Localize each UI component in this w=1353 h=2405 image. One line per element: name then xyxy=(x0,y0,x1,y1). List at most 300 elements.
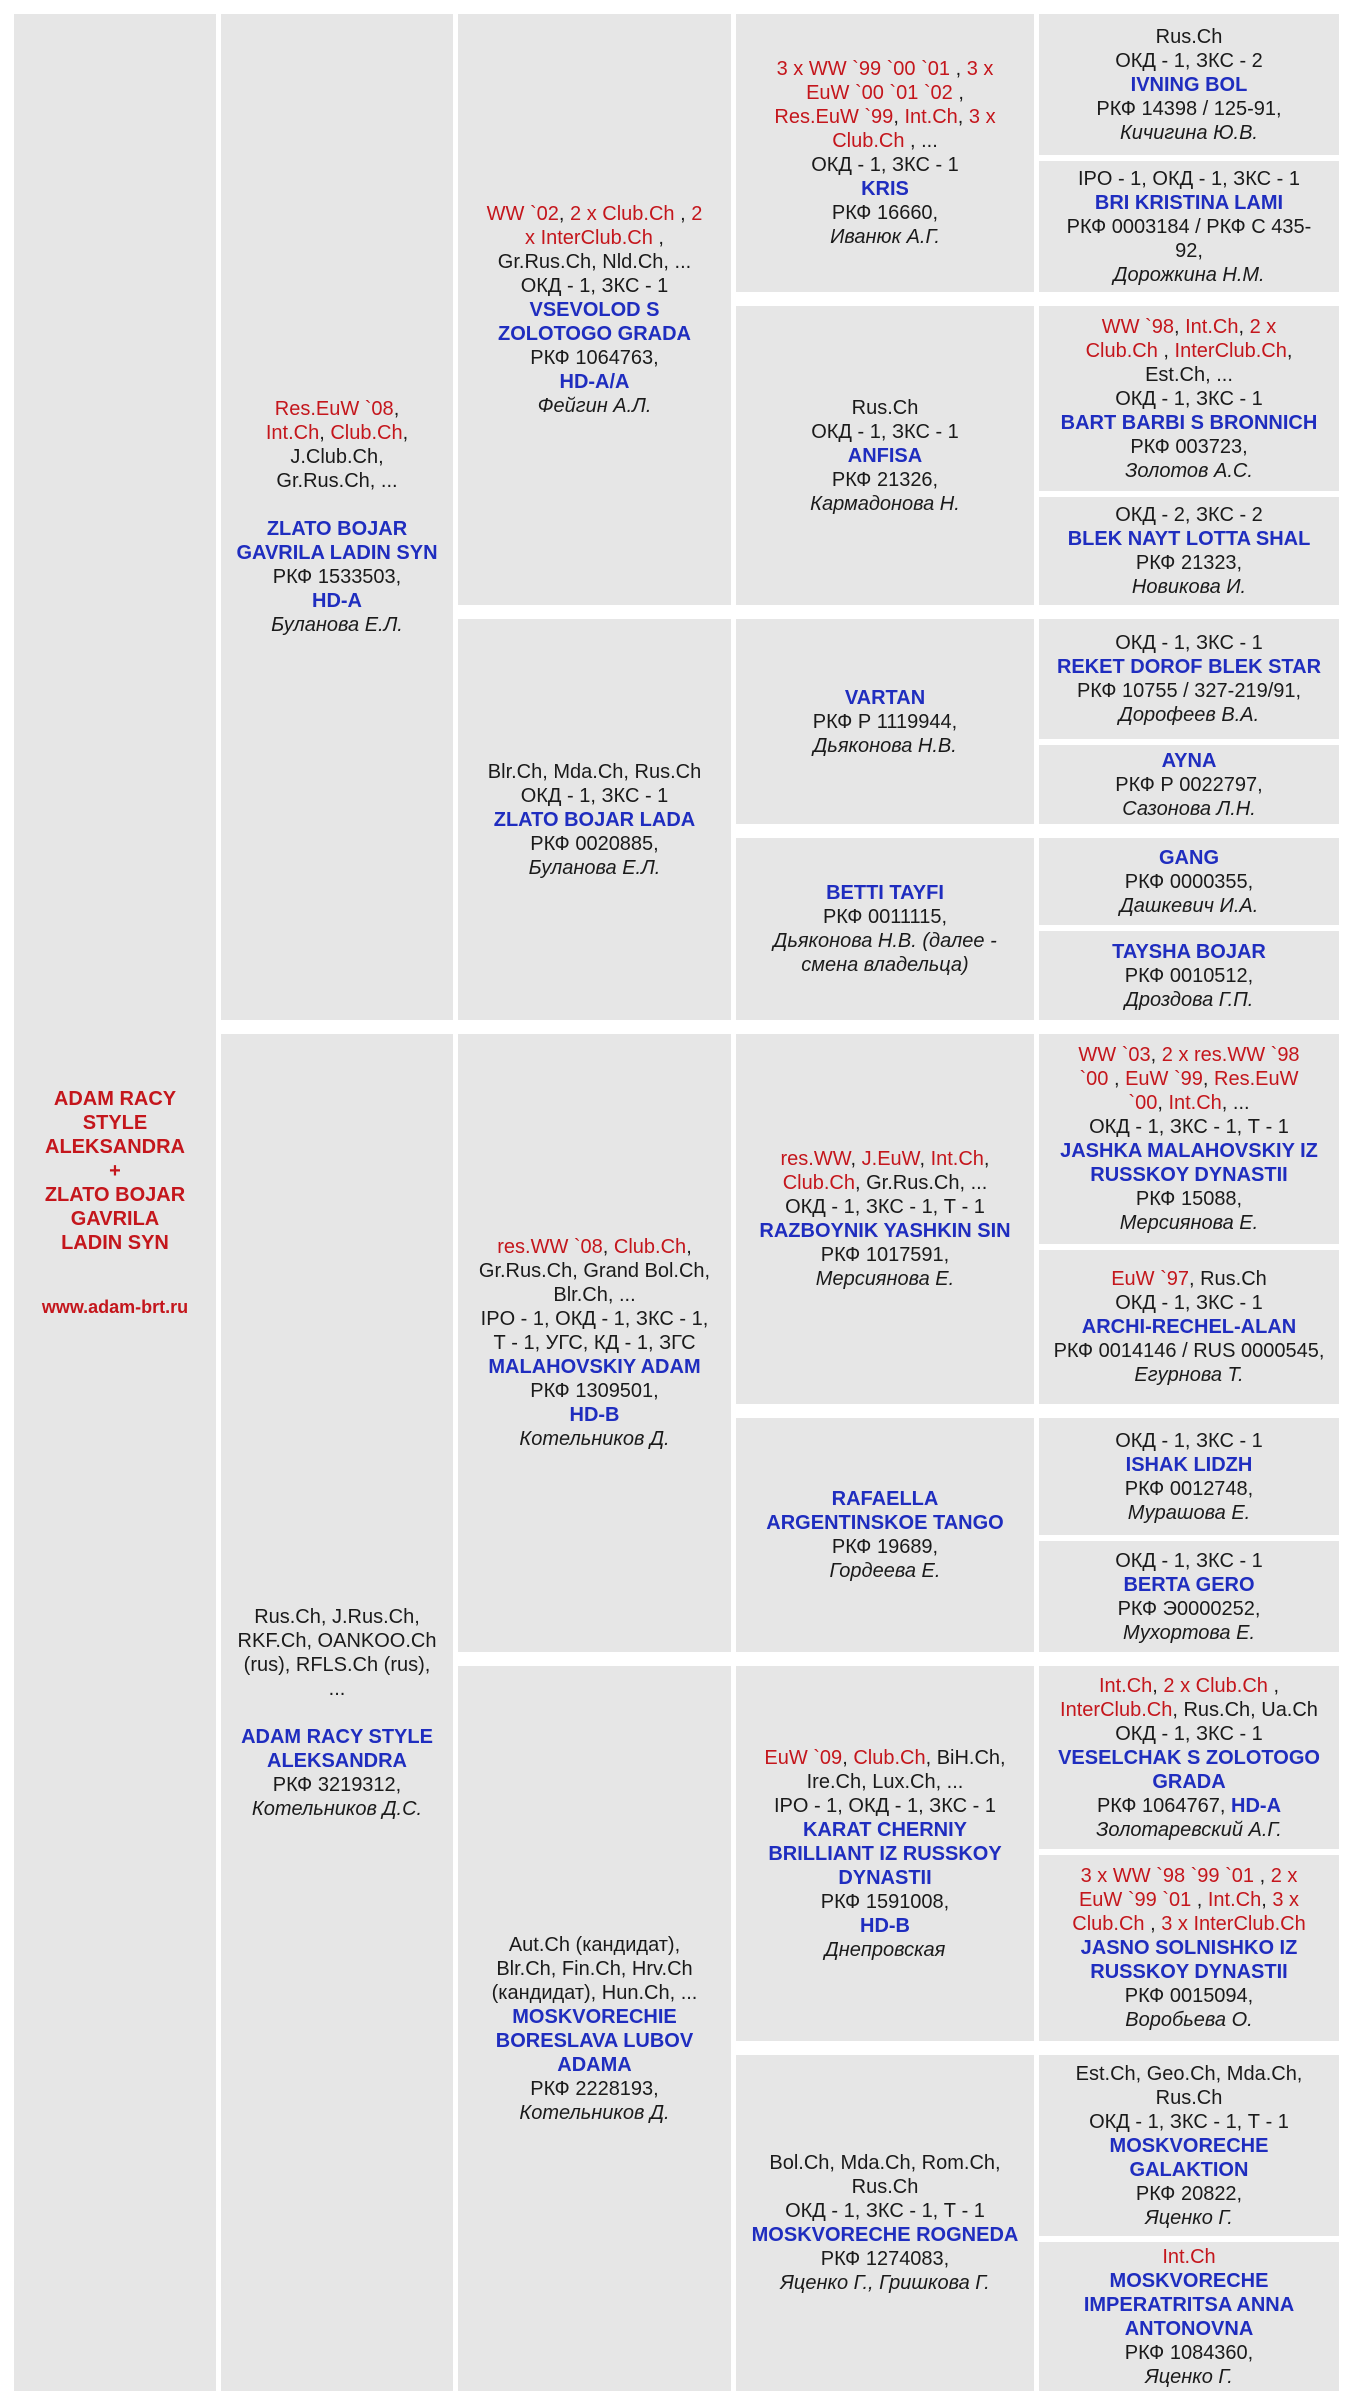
title-award: 3 x xyxy=(1272,1889,1300,1911)
title-award: Res.EuW `08 xyxy=(274,398,394,420)
title-award: Club.Ch xyxy=(1085,339,1158,362)
title-award: Int.Ch xyxy=(1098,1674,1153,1697)
title-award: 2 x res.WW `98 xyxy=(1161,1044,1300,1066)
title-award: x InterClub.Ch xyxy=(525,226,653,249)
title-line xyxy=(329,1677,346,1701)
title-award: Int.Ch xyxy=(1185,315,1239,338)
pedigree-cell-ddd xyxy=(736,2055,1034,2391)
dog-registration: РКФ 0012748, xyxy=(1124,1477,1254,1500)
title-award: Club.Ch xyxy=(782,1172,855,1194)
title-line xyxy=(276,469,397,493)
dog-registration: РКФ 3219312, xyxy=(272,1773,402,1796)
title-text: , xyxy=(319,422,331,444)
title-award: 2 x Club.Ch xyxy=(570,202,675,225)
title-line xyxy=(492,1981,698,2005)
title-award: EuW `09 xyxy=(764,1746,843,1769)
pedigree-cell-sd xyxy=(458,619,731,1020)
title-text: , xyxy=(919,1148,931,1170)
dog-owner: Дроздова Г.П. xyxy=(1124,988,1254,1011)
dog-exams: ОКД - 1, ЗКС - 1, Т - 1 xyxy=(1089,2110,1289,2133)
title-line xyxy=(1156,2086,1223,2110)
title-text: , xyxy=(1202,1068,1215,1090)
pedigree-cell-ddss xyxy=(1039,1666,1339,1849)
title-award: 3 x WW `98 `99 `01 xyxy=(1080,1865,1255,1887)
title-text: , xyxy=(686,1236,692,1258)
title-text: , ... xyxy=(904,130,938,152)
dog-hd-grade: HD-B xyxy=(860,1914,910,1937)
dog-name: REKET DOROF BLEK STAR xyxy=(1056,656,1322,678)
title-text: , xyxy=(652,226,664,249)
dog-exams: ОКД - 1, ЗКС - 1 xyxy=(811,154,959,176)
title-award: Club.Ch xyxy=(613,1236,687,1258)
pedigree-cell-ssd xyxy=(736,306,1034,605)
title-award: InterClub.Ch xyxy=(1174,339,1287,362)
dog-name: MOSKVORECHE GALAKTION xyxy=(1109,2134,1269,2181)
dog-registration: РКФ 1084360, xyxy=(1124,2341,1254,2364)
title-text: , xyxy=(1173,315,1186,338)
title-line xyxy=(509,1933,680,1957)
pedigree-cell-sss xyxy=(736,14,1034,292)
title-award: Int.Ch xyxy=(1207,1889,1262,1911)
title-award: WW `03 xyxy=(1078,1044,1151,1066)
dog-name: ANFISA xyxy=(847,444,923,467)
title-award: Res.EuW xyxy=(1214,1068,1299,1090)
dog-name: AYNA xyxy=(1161,749,1217,772)
title-text: , xyxy=(1254,1865,1271,1887)
title-line xyxy=(781,1147,990,1171)
title-line xyxy=(764,1746,1005,1770)
title-award: Int.Ch xyxy=(265,422,320,444)
pedigree-root-cell xyxy=(14,14,216,2391)
dog-owner: Буланова Е.Л. xyxy=(528,856,661,879)
title-text: , xyxy=(402,422,409,444)
dog-owner: Котельников Д. xyxy=(519,2101,670,2124)
title-line xyxy=(807,1770,964,1794)
pedigree-cell-dsdd xyxy=(1039,1541,1339,1652)
title-text: Gr.Rus.Ch, ... xyxy=(276,470,398,492)
dog-hd-grade: HD-B xyxy=(569,1404,620,1426)
dog-exams: ОКД - 1, ЗКС - 1 xyxy=(811,420,959,443)
root-title-line: STYLE xyxy=(82,1111,148,1134)
pedigree-cell-ssdd xyxy=(1039,497,1339,605)
dog-owner: Яценко Г. xyxy=(1145,2365,1233,2388)
dog-registration: РКФ 21323, xyxy=(1135,552,1243,574)
dog-registration: РКФ 0000355, xyxy=(1124,870,1254,893)
title-text: , xyxy=(842,1746,854,1769)
title-award: Club.Ch xyxy=(832,130,905,152)
dog-name: VSEVOLOD S ZOLOTOGO GRADA xyxy=(498,298,691,345)
title-line xyxy=(496,1957,692,1981)
dog-registration: РКФ 20822, xyxy=(1135,2182,1243,2205)
title-line xyxy=(1111,1267,1267,1291)
root-title-line: GAVRILA xyxy=(70,1207,160,1230)
dog-name: KRIS xyxy=(861,178,909,200)
title-award: Int.Ch xyxy=(1168,1092,1222,1114)
title-award: Res.EuW `99 xyxy=(774,106,894,128)
title-text: Ire.Ch, Lux.Ch, ... xyxy=(806,1770,964,1793)
dog-exams: ОКД - 2, ЗКС - 2 xyxy=(1115,504,1263,526)
title-text: Blr.Ch, ... xyxy=(553,1284,636,1306)
dog-registration: РКФ 1591008, xyxy=(820,1890,950,1913)
pedigree-cell-sds xyxy=(736,619,1034,824)
dog-registration: РКФ 0015094, xyxy=(1124,1985,1254,2007)
title-award: EuW `97 xyxy=(1111,1268,1189,1290)
dog-exams: ОКД - 1, ЗКС - 1 xyxy=(1115,387,1263,410)
title-text: , xyxy=(1152,1674,1164,1697)
title-text: , xyxy=(1286,339,1293,362)
title-award: 3 x xyxy=(968,106,996,128)
dog-registration: РКФ 1533503, xyxy=(272,566,402,588)
pedigree-cell-sire xyxy=(221,14,453,1020)
dog-registration: РКФ 0010512, xyxy=(1124,964,1254,987)
title-text: , xyxy=(674,202,692,225)
title-text: , Gr.Rus.Ch, ... xyxy=(855,1172,988,1194)
dog-exams: ОКД - 1, ЗКС - 2 xyxy=(1115,49,1263,72)
title-text: , xyxy=(850,1148,862,1170)
pedigree-cell-sdsd xyxy=(1039,745,1339,824)
dog-registration: РКФ Э0000252, xyxy=(1117,1597,1261,1620)
dog-registration: РКФ 0014146 / RUS 0000545, xyxy=(1053,1340,1325,1362)
pedigree-cell-dsd xyxy=(736,1418,1034,1652)
dog-registration: РКФ 16660, xyxy=(831,202,939,224)
title-text: (rus), RFLS.Ch (rus), xyxy=(243,1653,431,1676)
reg-hd-line xyxy=(1097,1794,1281,1818)
dog-owner: Кармадонова Н. xyxy=(810,492,960,515)
pedigree-cell-sdds xyxy=(1039,838,1339,925)
title-award: 3 x xyxy=(966,58,994,80)
dog-exams: ОКД - 1, ЗКС - 1, Т - 1 xyxy=(785,2200,985,2222)
dog-exams: ОКД - 1, ЗКС - 1 xyxy=(1115,1292,1263,1314)
dog-name: BLEK NAYT LOTTA SHAL xyxy=(1067,528,1311,550)
root-title xyxy=(45,1087,185,1255)
title-text: , xyxy=(1157,1092,1169,1114)
dog-owner: Мерсиянова Е. xyxy=(1119,1212,1259,1234)
title-award: 3 x WW `99 `00 `01 xyxy=(776,58,951,80)
dog-exams: ОКД - 1, ЗКС - 1 xyxy=(520,274,669,297)
title-text: Rus.Ch, J.Rus.Ch, xyxy=(254,1605,420,1628)
title-line xyxy=(488,760,701,784)
dog-registration: РКФ 1017591, xyxy=(820,1244,950,1266)
title-text: Rus.Ch xyxy=(851,396,919,419)
dog-owner: Дьяконова Н.В. xyxy=(813,734,957,757)
pedigree-cell-ssds xyxy=(1039,306,1339,491)
dog-exams: IPO - 1, ОКД - 1, ЗКС - 1, Т - 1, УГС, КД - 1, ЗГС xyxy=(480,1308,709,1354)
dog-exams: IPO - 1, ОКД - 1, ЗКС - 1 xyxy=(1077,167,1301,190)
dog-registration: РКФ 14398 / 125-91, xyxy=(1096,97,1282,120)
title-text: Rus.Ch xyxy=(1155,2086,1223,2109)
title-line xyxy=(479,1259,710,1283)
title-award: 2 xyxy=(691,202,703,225)
pedigree-cell-dd xyxy=(458,1666,731,2391)
title-line xyxy=(275,397,400,421)
dog-owner: Котельников Д.С. xyxy=(251,1797,423,1820)
title-text: , xyxy=(1261,1889,1273,1911)
title-text: , xyxy=(957,106,969,128)
dog-registration: РКФ 1064767, xyxy=(1096,1794,1232,1817)
dog-name: BRI KRISTINA LAMI xyxy=(1094,191,1284,214)
dog-registration: РКФ 1274083, xyxy=(820,2248,950,2270)
dog-registration: РКФ 19689, xyxy=(831,1536,939,1558)
dog-registration: РКФ 1309501, xyxy=(530,1380,659,1402)
dog-owner: Золотов А.С. xyxy=(1125,459,1253,482)
dog-owner: Мухортова Е. xyxy=(1122,1621,1256,1644)
title-text: , Rus.Ch xyxy=(1189,1268,1267,1290)
dog-exams: ОКД - 1, ЗКС - 1 xyxy=(1115,632,1263,654)
pedigree-cell-dsss xyxy=(1039,1034,1339,1244)
dog-name: KARAT CHERNIY BRILLIANT IZ RUSSKOY DYNASTII xyxy=(768,1818,1002,1889)
title-text: , xyxy=(393,398,400,420)
title-line xyxy=(244,1653,431,1677)
title-text: , xyxy=(1108,1068,1126,1090)
title-award: InterClub.Ch xyxy=(1060,1698,1173,1721)
pedigree-cell-ddsd xyxy=(1039,1855,1339,2041)
title-line xyxy=(487,202,703,226)
title-award: Int.Ch xyxy=(1162,2245,1216,2268)
title-award: res.WW xyxy=(780,1148,851,1170)
title-award: 2 x xyxy=(1270,1865,1298,1887)
root-title-line: ADAM RACY xyxy=(53,1087,177,1110)
pedigree-cell-dsds xyxy=(1039,1418,1339,1535)
pedigree-cell-sddd xyxy=(1039,931,1339,1020)
title-text: Rus.Ch xyxy=(1155,25,1223,48)
pedigree-cell-dam xyxy=(221,1034,453,2391)
title-line xyxy=(1080,1067,1299,1091)
title-award: Club.Ch xyxy=(853,1746,926,1769)
title-line xyxy=(498,250,691,274)
title-text: , BiH.Ch, xyxy=(925,1746,1006,1769)
dog-name: JASHKA MALAHOVSKIY IZ RUSSKOY DYNASTII xyxy=(1060,1140,1318,1186)
dog-exams: ОКД - 1, ЗКС - 1 xyxy=(1115,1429,1263,1452)
dog-registration: РКФ Р 0022797, xyxy=(1115,773,1263,796)
title-text: Rus.Ch xyxy=(851,2176,919,2198)
dog-owner: Мурашова Е. xyxy=(1127,1501,1251,1524)
title-award: Int.Ch xyxy=(904,106,958,128)
title-text: ... xyxy=(328,1677,346,1700)
dog-name: RAZBOYNIK YASHKIN SIN xyxy=(759,1220,1011,1242)
dog-registration: РКФ 0003184 / РКФ С 435-92, xyxy=(1066,215,1312,262)
dog-owner: Буланова Е.Л. xyxy=(271,614,403,636)
title-line xyxy=(254,1605,420,1629)
title-line xyxy=(832,129,938,153)
dog-name: MOSKVORECHE IMPERATRITSA ANNA ANTONOVNA xyxy=(1083,2269,1295,2340)
dog-exams: ОКД - 1, ЗКС - 1, Т - 1 xyxy=(1089,1116,1289,1138)
dog-owner: Мерсиянова Е. xyxy=(815,1268,955,1290)
title-award: J.EuW xyxy=(861,1148,920,1170)
title-line xyxy=(1079,1888,1299,1912)
pedigree-cell-dds xyxy=(736,1666,1034,2041)
title-text: RKF.Ch, OANKOO.Ch xyxy=(237,1629,437,1652)
title-text: Blr.Ch, Mda.Ch, Rus.Ch xyxy=(487,760,702,783)
root-title-line: + xyxy=(109,1159,121,1182)
dog-name: IVNING BOL xyxy=(1130,73,1248,96)
title-text: (кандидат), Hun.Ch, ... xyxy=(491,1981,698,2004)
title-award: EuW `99 xyxy=(1125,1068,1203,1090)
dog-registration: РКФ Р 1119944, xyxy=(812,710,958,733)
dog-registration: РКФ 003723, xyxy=(1130,435,1248,458)
title-text: , xyxy=(602,1236,614,1258)
pedigree-cell-ddds xyxy=(1039,2055,1339,2236)
dog-hd-grade: HD-A/A xyxy=(559,370,630,393)
title-award: EuW `99 `01 xyxy=(1078,1889,1192,1911)
root-title-line: LADIN SYN xyxy=(61,1231,169,1254)
title-line xyxy=(1072,1912,1305,1936)
dog-registration: РКФ 2228193, xyxy=(530,2077,659,2100)
pedigree-cell-dss xyxy=(736,1034,1034,1404)
dog-owner: Дьяконова Н.В. (далее - смена владельца) xyxy=(773,930,997,976)
title-text: Est.Ch, Geo.Ch, Mda.Ch, xyxy=(1075,2062,1303,2085)
pedigree-cell-dssd xyxy=(1039,1250,1339,1404)
title-line xyxy=(266,421,408,445)
pedigree-cell-sdss xyxy=(1039,619,1339,739)
title-award: res.WW `08 xyxy=(497,1236,603,1258)
title-text: , xyxy=(1144,1913,1162,1935)
dog-registration: РКФ 0011115, xyxy=(822,906,948,928)
title-text: , xyxy=(950,58,967,80)
dog-name: BETTI TAYFI xyxy=(826,882,944,904)
title-line xyxy=(1081,1864,1298,1888)
dog-registration: РКФ 0020885, xyxy=(530,832,659,855)
dog-owner: Дорожкина Н.М. xyxy=(1113,263,1265,286)
title-line xyxy=(783,1171,988,1195)
dog-owner: Золотаревский А.Г. xyxy=(1096,1818,1282,1841)
title-line xyxy=(1145,363,1233,387)
title-text: Blr.Ch, Fin.Ch, Hrv.Ch xyxy=(496,1957,693,1980)
title-text: Gr.Rus.Ch, Grand Bol.Ch, xyxy=(478,1260,711,1282)
pedigree-cell-sssd xyxy=(1039,161,1339,292)
title-text: , xyxy=(893,106,905,128)
dog-exams: ОКД - 1, ЗКС - 1, Т - 1 xyxy=(785,1196,985,1218)
dog-name: VESELCHAK S ZOLOTOGO GRADA xyxy=(1058,1746,1320,1793)
dog-owner: Фейгин А.Л. xyxy=(537,394,652,417)
title-award: WW `98 xyxy=(1101,315,1174,338)
dog-name: ZLATO BOJAR LADA xyxy=(493,808,696,831)
title-award: EuW `00 `01 `02 xyxy=(806,82,953,104)
website-link[interactable]: www.adam-brt.ru xyxy=(41,1296,189,1317)
root-title-line: ZLATO BOJAR xyxy=(44,1183,186,1206)
dog-name: MALAHOVSKIY ADAM xyxy=(488,1356,701,1378)
title-text: Aut.Ch (кандидат), xyxy=(508,1933,681,1956)
dog-registration: РКФ 21326, xyxy=(831,468,939,491)
title-line xyxy=(525,226,664,250)
title-line xyxy=(1102,315,1277,339)
dog-name: ISHAK LIDZH xyxy=(1125,1453,1253,1476)
dog-exams: ОКД - 1, ЗКС - 1 xyxy=(1115,1549,1263,1572)
title-text: , Rus.Ch, Ua.Ch xyxy=(1172,1698,1318,1721)
pedigree-cell-dddd xyxy=(1039,2242,1339,2391)
dog-name: ARCHI-RECHEL-ALAN xyxy=(1081,1316,1297,1338)
title-text: Gr.Rus.Ch, Nld.Ch, ... xyxy=(497,250,692,273)
title-text: , xyxy=(983,1148,990,1170)
title-line xyxy=(852,396,919,420)
title-award: 2 x xyxy=(1249,315,1277,338)
title-award: `00 xyxy=(1128,1092,1158,1114)
dog-hd-grade: HD-A xyxy=(312,590,362,612)
title-line xyxy=(852,2175,919,2199)
title-text: , xyxy=(1157,339,1175,362)
dog-owner: Егурнова Т. xyxy=(1134,1364,1244,1386)
title-line xyxy=(238,1629,437,1653)
title-line xyxy=(1076,2062,1303,2086)
title-line xyxy=(806,81,964,105)
dog-name: VARTAN xyxy=(844,686,926,709)
dog-owner: Яценко Г., Гришкова Г. xyxy=(780,2272,990,2294)
dog-owner: Дорофеев В.А. xyxy=(1118,704,1260,726)
title-text: , xyxy=(1150,1044,1162,1066)
title-text: , xyxy=(1238,315,1250,338)
title-award: 3 x InterClub.Ch xyxy=(1161,1913,1306,1935)
dog-name: RAFAELLA ARGENTINSKOE TANGO xyxy=(766,1488,1004,1534)
dog-name: TAYSHA BOJAR xyxy=(1112,940,1266,963)
pedigree-cell-sdd xyxy=(736,838,1034,1020)
title-line xyxy=(497,1235,692,1259)
dog-registration: РКФ 10755 / 327-219/91, xyxy=(1076,680,1302,702)
dog-exams: ОКД - 1, ЗКС - 1 xyxy=(1115,1722,1263,1745)
title-line xyxy=(1156,25,1223,49)
dog-name: BERTA GERO xyxy=(1123,1573,1255,1596)
dog-name: MOSKVORECHE ROGNEDA xyxy=(751,2224,1019,2246)
title-text: Est.Ch, ... xyxy=(1145,363,1233,386)
dog-exams: IPO - 1, ОКД - 1, ЗКС - 1 xyxy=(773,1794,997,1817)
title-text: , ... xyxy=(1221,1092,1250,1114)
dog-owner: Воробьева О. xyxy=(1125,2009,1253,2031)
dog-owner: Котельников Д. xyxy=(519,1428,670,1450)
title-text: J.Club.Ch, xyxy=(290,446,384,468)
dog-owner: Яценко Г. xyxy=(1145,2206,1233,2229)
title-text: , xyxy=(952,82,964,104)
title-award: Int.Ch xyxy=(930,1148,984,1170)
dog-owner: Иванюк А.Г. xyxy=(830,226,940,248)
title-award: `00 xyxy=(1079,1068,1109,1090)
dog-registration: РКФ 15088, xyxy=(1135,1188,1243,1210)
pedigree-cell-ssss xyxy=(1039,14,1339,155)
title-award: Club.Ch xyxy=(330,422,403,444)
dog-name: MOSKVORECHIE BORESLAVA LUBOV ADAMA xyxy=(495,2005,694,2076)
title-line xyxy=(769,2151,1000,2175)
dog-name: GANG xyxy=(1159,846,1219,869)
title-text: , xyxy=(1267,1674,1280,1697)
title-line xyxy=(1099,1674,1279,1698)
dog-owner: Дашкевич И.А. xyxy=(1119,894,1259,917)
title-line xyxy=(1162,2245,1215,2269)
root-title-line: ALEKSANDRA xyxy=(45,1135,185,1158)
title-line xyxy=(774,105,995,129)
title-award: WW `02 xyxy=(486,202,559,225)
title-text: , xyxy=(1191,1889,1208,1911)
dog-registration: РКФ 1064763, xyxy=(530,346,659,369)
dog-owner: Сазонова Л.Н. xyxy=(1122,797,1256,820)
dog-owner: Новикова И. xyxy=(1131,576,1247,598)
pedigree-cell-ds xyxy=(458,1034,731,1652)
dog-name: BART BARBI S BRONNICH xyxy=(1060,411,1318,434)
title-line xyxy=(1060,1698,1318,1722)
dog-owner: Днепровская xyxy=(824,1938,946,1961)
title-line xyxy=(1078,1043,1299,1067)
dog-owner: Гордеева Е. xyxy=(829,1560,941,1582)
dog-hd-grade: HD-A xyxy=(1231,1794,1282,1817)
dog-name: JASNO SOLNISHKO IZ RUSSKOY DYNASTII xyxy=(1080,1937,1298,1983)
title-text: , xyxy=(558,202,571,225)
title-line xyxy=(553,1283,635,1307)
title-line xyxy=(1086,339,1293,363)
title-line xyxy=(1128,1091,1249,1115)
pedigree-cell-ss xyxy=(458,14,731,605)
title-award: 2 x Club.Ch xyxy=(1163,1674,1268,1697)
dog-owner: Кичигина Ю.В. xyxy=(1120,121,1258,144)
title-line xyxy=(290,445,383,469)
dog-name: ZLATO BOJAR GAVRILA LADIN SYN xyxy=(236,518,438,564)
dog-exams: ОКД - 1, ЗКС - 1 xyxy=(520,784,669,807)
title-text: Bol.Ch, Mda.Ch, Rom.Ch, xyxy=(769,2152,1001,2174)
